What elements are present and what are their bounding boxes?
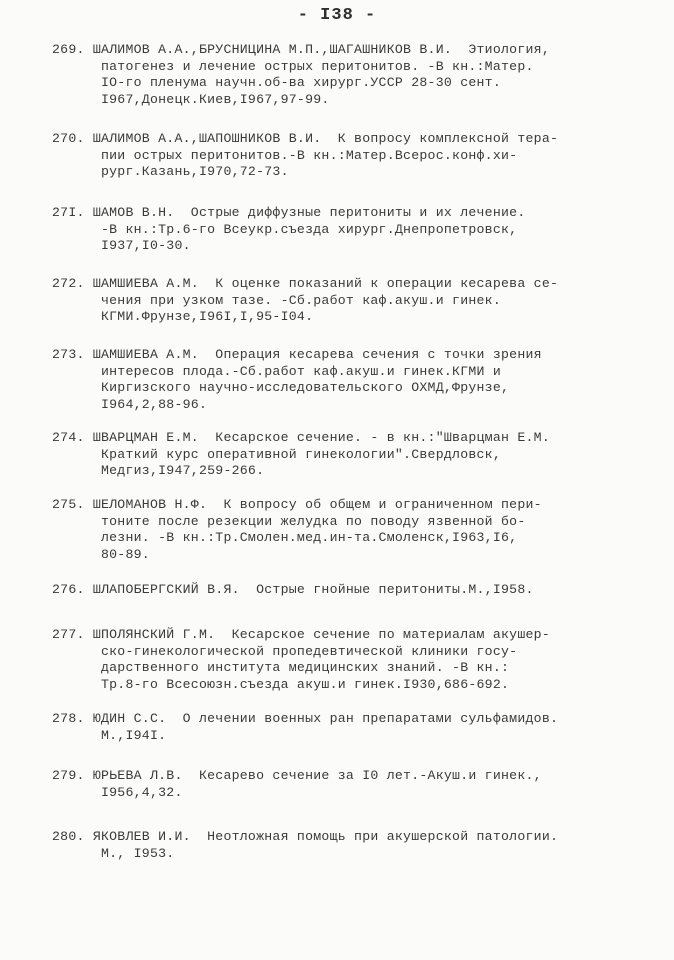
entry-line: Тр.8-го Всесоюзн.съезда акуш.и гинек.I930,686-692. [52,676,510,692]
bibliography-entry-271 [52,205,652,255]
entry-line: IО-го пленума научн.об-ва хирург.УССР 28-30 сент. [52,75,502,91]
entry-line: 278. ЮДИН С.С. О лечении военных ран препаратами сульфамидов. [52,711,559,726]
entry-line: Киргизского научно-исследовательского ОХМД,Фрунзе, [52,380,510,396]
entry-line: -В кн.:Тр.6-го Всеукр.съезда хирург.Днепропетровск, [52,221,518,237]
bibliography-entry-276 [52,582,652,599]
bibliography-entry-275 [52,497,652,563]
bibliography-entry-274 [52,430,652,480]
entry-line: М., I953. [52,845,175,861]
entry-line: I967,Донецк.Киев,I967,97-99. [52,91,330,107]
entry-line: М.,I94I. [52,727,167,743]
entry-line: чения при узком тазе. -Сб.работ каф.акуш.и гинек. [52,292,502,308]
entry-line: 277. ШПОЛЯНСКИЙ Г.М. Кесарское сечение по материалам акушер- [52,627,550,642]
entry-line: интересов плода.-Сб.работ каф.акуш.и гинек.КГМИ и [52,363,502,379]
entry-line: рург.Казань,I970,72-73. [52,164,289,180]
entry-line: пии острых перитонитов.-В кн.:Матер.Всерос.конф.хи- [52,147,518,163]
bibliography-entry-278 [52,711,652,744]
entry-line: 279. ЮРЬЕВА Л.В. Кесарево сечение за I0 лет.-Акуш.и гинек., [52,768,542,783]
entry-line: ско-гинекологической пропедевтической клиники госу- [52,643,518,659]
bibliography-entry-280 [52,829,652,862]
entry-line: 272. ШАМШИЕВА А.М. К оценке показаний к операции кесарева се- [52,276,559,291]
entry-line: 27I. ШАМОВ В.Н. Острые диффузные перитониты и их лечение. [52,205,526,220]
bibliography-entry-270 [52,131,652,181]
entry-line: Краткий курс оперативной гинекологии".Свердловск, [52,446,502,462]
page-number: - I38 - [297,6,377,25]
entry-line: 273. ШАМШИЕВА А.М. Операция кесарева сечения с точки зрения [52,347,542,362]
entry-line: 80-89. [52,546,150,562]
bibliography-entry-269 [52,42,652,108]
entry-line: тоните после резекции желудка по поводу язвенной бо- [52,513,526,529]
entry-line: патогенез и лечение острых перитонитов. -В кн.:Матер. [52,58,534,74]
entry-line: лезни. -В кн.:Тр.Смолен.мед.ин-та.Смоленск,I963,I6, [52,530,518,546]
entry-line: 276. ШЛАПОБЕРГСКИЙ В.Я. Острые гнойные перитониты.М.,I958. [52,582,534,597]
entry-line: дарственного института медицинских знаний. -В кн.: [52,660,510,676]
entry-line: 269. ШАЛИМОВ А.А.,БРУСНИЦИНА М.П.,ШАГАШНИКОВ В.И. Этиология, [52,42,550,57]
entry-line: 270. ШАЛИМОВ А.А.,ШАПОШНИКОВ В.И. К вопросу комплексной тера- [52,131,559,146]
bibliography-entry-277 [52,627,652,693]
entry-line: 275. ШЕЛОМАНОВ Н.Ф. К вопросу об общем и ограниченном пери- [52,497,542,512]
entry-line: I964,2,88-96. [52,396,208,412]
entry-line: 274. ШВАРЦМАН Е.М. Кесарское сечение. - в кн.:"Шварцман Е.М. [52,430,550,445]
bibliography-entry-273 [52,347,652,413]
entry-line: I956,4,32. [52,784,183,800]
bibliography-entry-272 [52,276,652,326]
entry-line: 280. ЯКОВЛЕВ И.И. Неотложная помощь при акушерской патологии. [52,829,559,844]
entry-line: КГМИ.Фрунзе,I96I,I,95-I04. [52,309,314,325]
bibliography-entry-279 [52,768,652,801]
entry-line: I937,I0-30. [52,238,191,254]
entry-line: Медгиз,I947,259-266. [52,463,265,479]
